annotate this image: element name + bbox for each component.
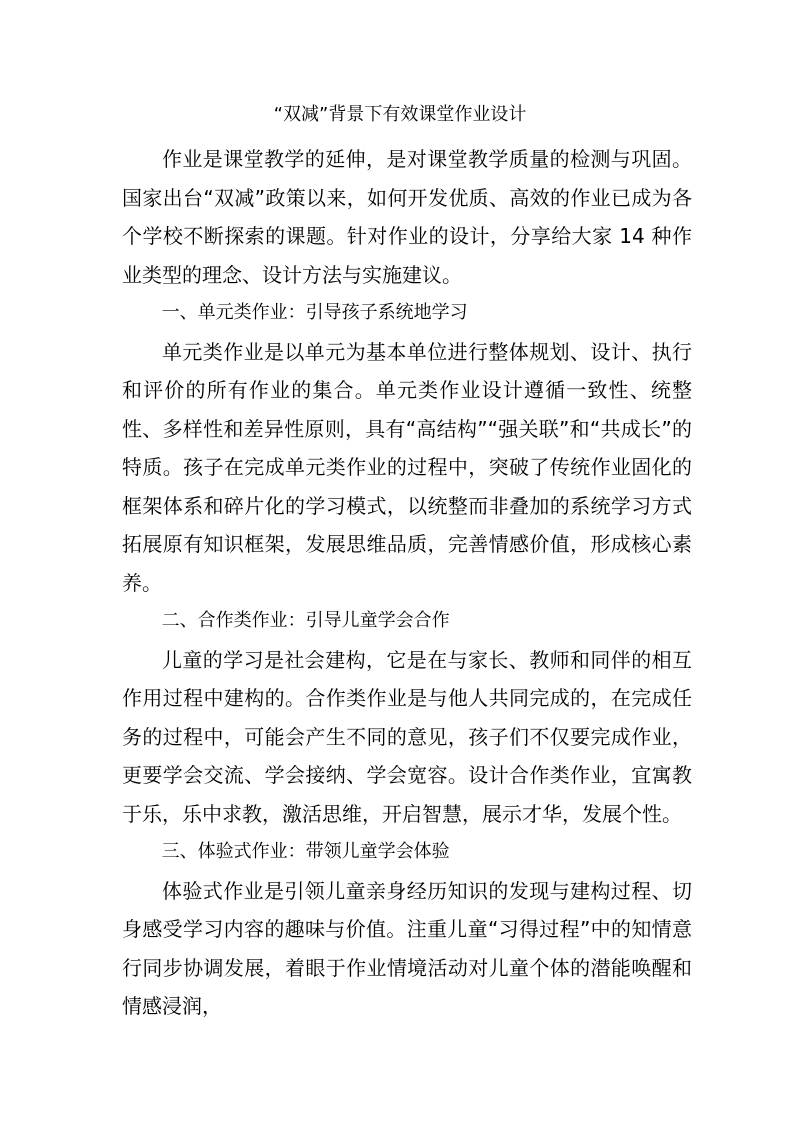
section-heading-unit-homework: 一、单元类作业：引导孩子系统地学习 — [161, 302, 468, 323]
unit-homework-paragraph: 单元类作业是以单元为基本单位进行整体规划、设计、执行和评价的所有作业的集合。单元类作业设计遵循一致性、统整性、多样性和差异性原则，具有“高结构”“强关联”和“共成长”的特质。孩子在完成单元类作业的过程中，突破了传统作业固化的框架体系和碎片化的学习模式，以统整而非叠加的系统学习方式拓展原有知识框架，发展思维品质，完善情感价值，形成核心素养。 — [122, 339, 692, 595]
document-title: “双减”背景下有效课堂作业设计 — [273, 104, 527, 125]
intro-paragraph: 作业是课堂教学的延伸，是对课堂教学质量的检测与巩固。国家出台“双减”政策以来，如何开发优质、高效的作业已成为各个学校不断探索的课题。针对作业的设计，分享给大家 14 种作业类型的理念、设计方法与实施建议。 — [122, 147, 692, 287]
cooperative-homework-paragraph: 儿童的学习是社会建构，它是在与家长、教师和同伴的相互作用过程中建构的。合作类作业是与他人共同完成的，在完成任务的过程中，可能会产生不同的意见，孩子们不仅要完成作业，更要学会交流、学会接纳、学会宽容。设计合作类作业，宜寓教于乐，乐中求教，激活思维，开启智慧，展示才华，发展个性。 — [122, 647, 692, 826]
section-heading-experiential-homework: 三、体验式作业：带领儿童学会体验 — [161, 841, 450, 862]
document-body — [122, 140, 692, 1026]
section-heading-cooperative-homework: 二、合作类作业：引导儿童学会合作 — [161, 610, 450, 631]
experiential-homework-paragraph: 体验式作业是引领儿童亲身经历知识的发现与建构过程、切身感受学习内容的趣味与价值。注重儿童“习得过程”中的知情意行同步协调发展，着眼于作业情境活动对儿童个体的潜能唤醒和情感浸润， — [122, 878, 692, 1018]
